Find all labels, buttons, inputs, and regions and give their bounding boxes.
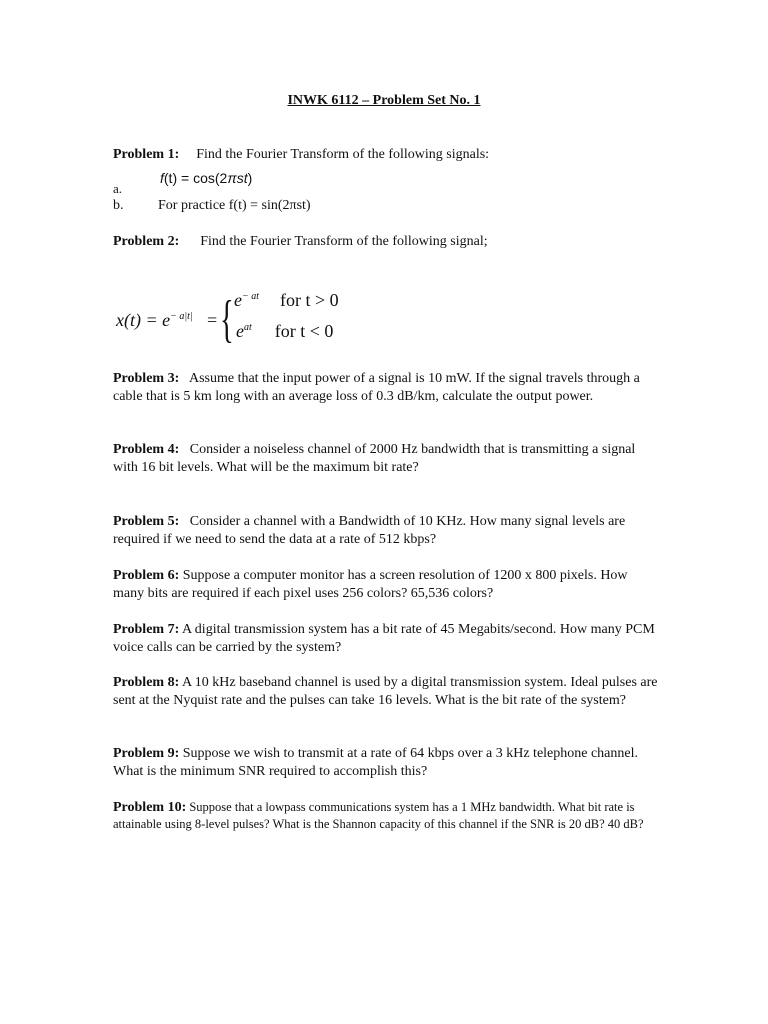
problem-8	[113, 674, 658, 710]
problem-4-text: Consider a noiseless channel of 2000 Hz bandwidth that is transmitting a signal with 16 bit levels. What will be the maximum bit rate?	[113, 442, 636, 475]
case-1: $e^{- at}$ for t > 0	[234, 290, 339, 310]
problem-3	[113, 370, 658, 406]
problem-1a-formula: f(t) = cos(2πst)	[160, 170, 253, 186]
problem-9	[113, 745, 658, 781]
problem-10-text: Suppose that a lowpass communications system has a 1 MHz bandwidth. What bit rate is attainable using 8-level pulses? What is the Shannon capacity of this channel if the SNR is 20 dB? 40 dB?	[113, 800, 644, 831]
problem-10-label: Problem 10:	[113, 800, 187, 815]
problem-5-text: Consider a channel with a Bandwidth of 10 KHz. How many signal levels are required if we need to send the data at a rate of 512 kbps?	[113, 514, 626, 547]
problem-6-label: Problem 6:	[113, 568, 180, 583]
problem-6-text: Suppose a computer monitor has a screen resolution of 1200 x 800 pixels. How many bits are required if each pixel uses 256 colors? 65,536 colors?	[113, 568, 628, 601]
problem-3-label: Problem 3:	[113, 371, 180, 386]
cases-brace: {	[220, 291, 234, 348]
problem-9-text: Suppose we wish to transmit at a rate of 64 kbps over a 3 kHz telephone channel. What is the minimum SNR required to accomplish this?	[113, 746, 639, 779]
problem-8-text: A 10 kHz baseband channel is used by a digital transmission system. Ideal pulses are sent at the Nyquist rate and the pulses can take 16 levels. What is the bit rate of the system?	[113, 675, 658, 708]
problem-1-label: Problem 1:	[113, 147, 180, 162]
problem-5	[113, 513, 658, 549]
problem-1-text: Find the Fourier Transform of the following signals:	[196, 147, 490, 162]
problem-3-text: Assume that the input power of a signal is 10 mW. If the signal travels through a cable that is 5 km long with an average loss of 0.3 dB/km, calculate the output power.	[113, 371, 640, 404]
problem-4	[113, 441, 658, 477]
problem-5-label: Problem 5:	[113, 514, 180, 529]
page-title: INWK 6112 – Problem Set No. 1	[287, 93, 481, 108]
problem-4-label: Problem 4:	[113, 442, 180, 457]
problem-1a-marker: a.	[113, 181, 123, 196]
problem-1b-text: For practice f(t) = sin(2πst)	[158, 198, 311, 213]
problem-9-label: Problem 9:	[113, 746, 180, 761]
problem-7	[113, 621, 658, 657]
problem-7-text: A digital transmission system has a bit rate of 45 Megabits/second. How many PCM voice calls can be carried by the system?	[113, 622, 655, 655]
problem-2	[113, 233, 658, 251]
problem-1	[113, 146, 658, 164]
problem-1b-marker: b.	[113, 198, 124, 213]
problem-10	[113, 799, 658, 833]
problem-8-label: Problem 8:	[113, 675, 180, 690]
case-2: $e^{at}$ for t < 0	[236, 321, 334, 341]
problem-6	[113, 567, 658, 603]
problem-2-text: Find the Fourier Transform of the following signal;	[200, 234, 488, 249]
problem-7-label: Problem 7:	[113, 622, 180, 637]
problem-2-equation: $x(t) = e^{- a|t|}$ = { $e^{- at}$ for t > 0 $e^{at}$ for t < 0	[116, 290, 339, 348]
problem-2-label: Problem 2:	[113, 234, 180, 249]
